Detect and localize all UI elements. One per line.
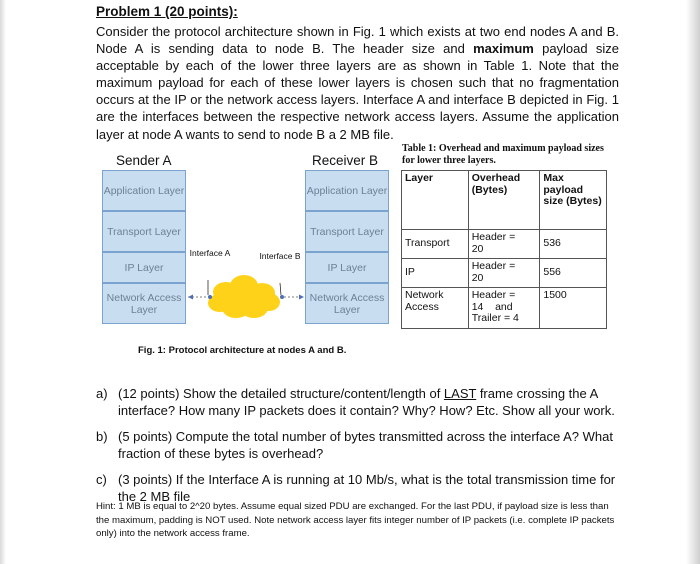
arrowhead-right-icon [299, 295, 304, 300]
row-layer: Network Access [402, 288, 469, 329]
left-edge-shadow [0, 0, 6, 564]
interface-b-label: Interface B [259, 251, 301, 261]
sender-title: Sender A [116, 153, 172, 168]
table-caption: Table 1: Overhead and maximum payload sizes for lower three layers. [402, 143, 604, 166]
problem-title: Problem 1 (20 points): [96, 4, 238, 19]
right-edge-shadow [686, 0, 700, 564]
sender-application-layer: Application Layer [102, 170, 186, 211]
table-row [402, 288, 607, 329]
row-layer: IP [402, 259, 469, 288]
row-max-payload: 556 [540, 259, 607, 288]
network-cloud-icon [208, 275, 280, 318]
hint-text: Hint: 1 MB is equal to 2^20 bytes. Assume equal sized PDU are exchanged. For the last PDU, if payload size is less than the maximum, padding is NOT used. Note network access layer fits integer number of IP packets (i.e. complete IP packets only) into the network access frame. [96, 501, 615, 540]
problem-intro: Consider the protocol architecture shown in Fig. 1 which exists at two end nodes A and B. Node A is sending data to node B. The header size and maximum payload size acceptable by each of the lower three layers are as shown in Table 1. Note that the maximum payload for each of these lower layers is chosen such that no fragmentation occurs at the IP or the network access layers. Interface A and interface B depicted in Fig. 1 are the interfaces between the respective network access layers. Assume the application layer at node A wants to send to node B a 2 MB file. [96, 24, 619, 142]
figure-caption: Fig. 1: Protocol architecture at nodes A and B. [138, 345, 347, 356]
row-layer: Transport [402, 230, 469, 259]
header-max-payload: Max payload size (Bytes) [540, 171, 607, 230]
overhead-table [401, 170, 607, 329]
table-header-row [402, 171, 607, 230]
interface-a-label: Interface A [189, 248, 231, 258]
sender-network-access-layer: Network Access Layer [102, 283, 186, 324]
question-b: b) (5 points) Compute the total number of bytes transmitted across the interface A? What fraction of these bytes is overhead? [96, 429, 613, 462]
emphasis-last: LAST [443, 386, 477, 401]
table-row [402, 259, 607, 288]
row-overhead: Header = 14 and Trailer = 4 [468, 288, 540, 329]
sender-ip-layer: IP Layer [102, 252, 186, 283]
row-max-payload: 536 [540, 230, 607, 259]
header-layer: Layer [402, 171, 469, 230]
sender-transport-layer: Transport Layer [102, 211, 186, 252]
receiver-network-access-layer: Network Access Layer [305, 283, 389, 324]
row-overhead: Header = 20 [468, 230, 540, 259]
question-c: c) (3 points) If the Interface A is running at 10 Mb/s, what is the total transmission time for the 2 MB file [96, 472, 616, 505]
receiver-transport-layer: Transport Layer [305, 211, 389, 252]
network-cloud-diagram [186, 270, 306, 330]
row-max-payload: 1500 [540, 288, 607, 329]
row-overhead: Header = 20 [468, 259, 540, 288]
arrowhead-left-icon [188, 295, 193, 300]
emphasis-maximum: maximum [473, 41, 534, 57]
question-list [96, 385, 618, 515]
question-a: a) (12 points) Show the detailed structure/content/length of LAST frame crossing the A interface? How many IP packets does it contain? Why? How? Etc. Show all your work. [96, 386, 615, 419]
receiver-title: Receiver B [312, 153, 379, 168]
table-row [402, 230, 607, 259]
interface-b-node-icon [280, 295, 284, 299]
header-overhead: Overhead (Bytes) [468, 171, 540, 230]
interface-a-node-icon [208, 295, 212, 299]
interface-b-pointer [280, 283, 281, 295]
receiver-application-layer: Application Layer [305, 170, 389, 211]
receiver-ip-layer: IP Layer [305, 252, 389, 283]
